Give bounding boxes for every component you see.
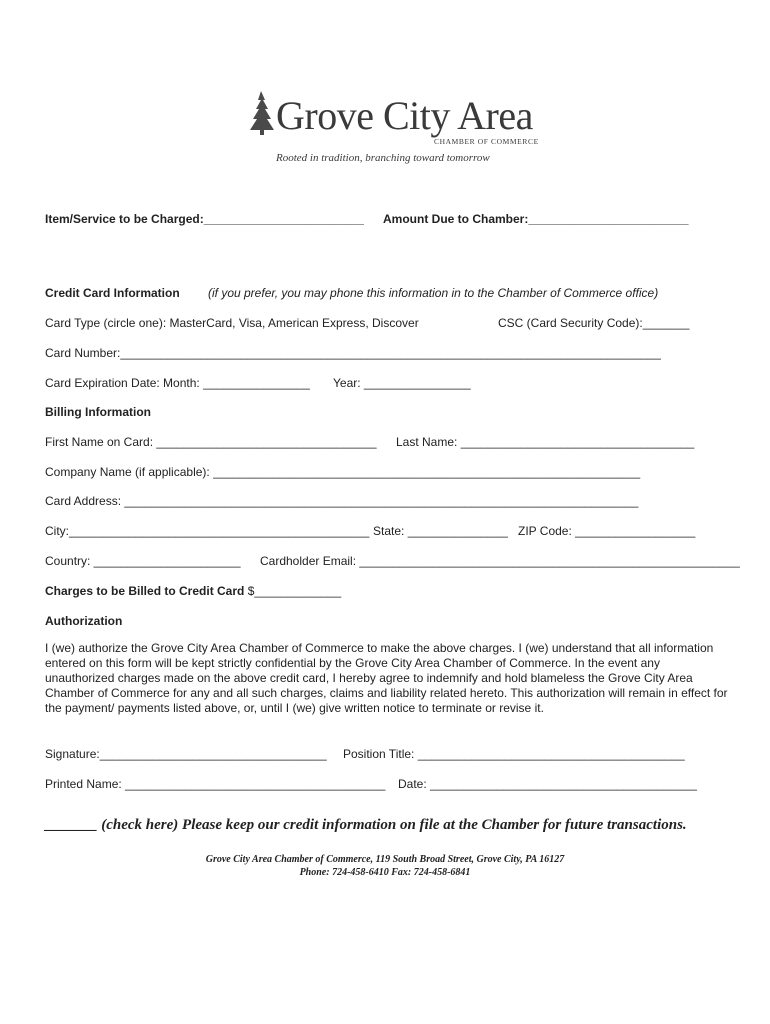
card-address-field[interactable]: Card Address: _____________________________________________________________________________ <box>45 494 639 508</box>
zip-field[interactable]: ZIP Code: __________________ <box>518 524 696 538</box>
csc-field[interactable]: CSC (Card Security Code):_______ <box>498 316 690 330</box>
card-type-field[interactable]: Card Type (circle one): MasterCard, Visa, American Express, Discover <box>45 316 419 330</box>
city-field[interactable]: City:_____________________________________________ <box>45 524 370 538</box>
logo-subtitle: CHAMBER OF COMMERCE <box>434 137 539 146</box>
expiration-month-field[interactable]: Card Expiration Date: Month: ________________ <box>45 376 310 390</box>
position-title-field[interactable]: Position Title: ________________________________________ <box>343 747 685 761</box>
billing-heading: Billing Information <box>45 405 151 419</box>
amount-due-field[interactable]: Amount Due to Chamber:________________________ <box>383 212 689 226</box>
pine-tree-icon <box>248 90 276 136</box>
logo-tagline: Rooted in tradition, branching toward tomorrow <box>276 152 490 164</box>
expiration-year-field[interactable]: Year: ________________ <box>333 376 471 390</box>
item-service-field[interactable]: Item/Service to be Charged:________________________ <box>45 212 364 226</box>
company-name-field[interactable]: Company Name (if applicable): ________________________________________________________________ <box>45 465 641 479</box>
country-field[interactable]: Country: ______________________ <box>45 554 241 568</box>
cardholder-email-field[interactable]: Cardholder Email: _________________________________________________________ <box>260 554 740 568</box>
date-field[interactable]: Date: ________________________________________ <box>398 777 697 791</box>
footer-address: Grove City Area Chamber of Commerce, 119 South Broad Street, Grove City, PA 16127 <box>205 854 565 865</box>
chamber-logo <box>248 90 539 170</box>
authorization-text: I (we) authorize the Grove City Area Chamber of Commerce to make the above charges. I (we) understand that all information entered on this form will be kept strictly confidential by the Grove City Area Chamber of Commerce. In the event any unauthorized charges made on the above credit card, I hereby agree to indemnify and hold blameless the Grove City Area Chamber of Commerce for any and all such charges, claims and liability related hereto. This authorization will remain in effect for the payment/ payments listed above, or, until I (we) give written notice to terminate or revise it. <box>45 641 728 715</box>
phone-note: (if you prefer, you may phone this information in to the Chamber of Commerce office) <box>208 286 659 300</box>
printed-name-field[interactable]: Printed Name: _______________________________________ <box>45 777 386 791</box>
state-field[interactable]: State: _______________ <box>373 524 508 538</box>
first-name-field[interactable]: First Name on Card: _________________________________ <box>45 435 377 449</box>
charges-field[interactable] <box>45 584 341 598</box>
last-name-field[interactable]: Last Name: ___________________________________ <box>396 435 695 449</box>
charges-amount[interactable]: $_____________ <box>247 584 342 598</box>
footer-phone: Phone: 724-458-6410 Fax: 724-458-6841 <box>299 867 471 878</box>
credit-card-heading: Credit Card Information <box>45 286 180 300</box>
charges-label: Charges to be Billed to Credit Card <box>45 584 245 598</box>
authorization-heading: Authorization <box>45 614 123 628</box>
keep-on-file-checkbox[interactable]: _______ (check here) Please keep our credit information on file at the Chamber for future transactions. <box>45 817 687 833</box>
signature-field[interactable]: Signature:__________________________________ <box>45 747 327 761</box>
logo-name: Grove City Area <box>276 93 533 138</box>
card-number-field[interactable]: Card Number:_________________________________________________________________________________ <box>45 346 661 360</box>
